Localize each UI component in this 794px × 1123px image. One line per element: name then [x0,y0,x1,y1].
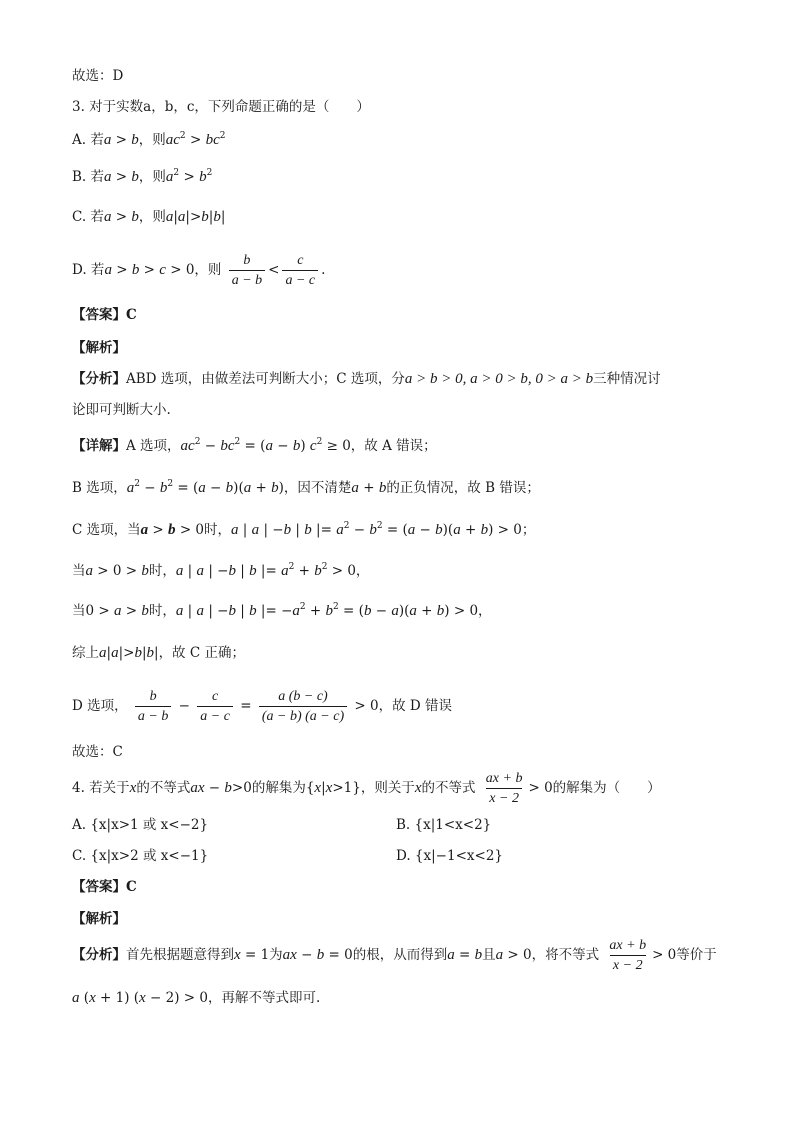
q3-option-b: B. 若a > b，则$a^2 > b^2$ [72,168,213,185]
q3-option-c: C. 若a > b，则a|a|>b|b| [72,209,226,225]
q4-answer: 【答案】C [72,879,137,895]
q4-option-a: A. {x|x>1 或 x<−2} [72,817,209,833]
q4-fenxi-line2: a (x + 1) (x − 2) > 0，再解不等式即可. [72,990,321,1006]
q3-option-d: D. 若a > b > c > 0，则 $\frac{b}{a - b}$ < $\frac{c}{a - c}$ . [72,253,326,288]
previous-answer: 故选：D [72,68,124,84]
q3-detail-a: 【详解】A 选项，$ac^2 - bc^2 = (a - b) c^2 \ge 0$，故 A 错误； [72,437,437,454]
q3-fenxi-line2: 论即可判断大小. [72,402,171,418]
q4-fenxi-line1: 【分析】首先根据题意得到x = 1为ax − b = 0的根，从而得到a = b且a > 0，将不等式 $\frac{ax + b}{x - 2}$ > 0等价于 [72,938,717,973]
q3-option-a: A. 若a > b，则$ac^2 > bc^2$ [72,131,226,148]
q3-final-answer: 故选：C [72,744,123,760]
q4-stem: 4. 若关于x的不等式ax − b>0的解集为{x|x>1}，则关于x的不等式 $\frac{ax + b}{x - 2}$ > 0的解集为（ ） [72,771,661,806]
q4-option-c: C. {x|x>2 或 x<−1} [72,848,209,864]
q3-detail-d: D 选项， $\frac{b}{a - b}$ − $\frac{c}{a - c}$ = $\frac{a (b - c)}{(a - b) (a - c)}$ > 0，故 D 错误 [72,689,453,724]
q3-detail-c-case3: 当0 > a > b时，a | a | −b | b |= $-a^2 + b^2 = (b - a)(a + b) > 0$， [72,602,492,619]
q4-option-d: D. {x|−1<x<2} [396,848,503,864]
q3-analysis-heading: 【解析】 [72,340,126,356]
q3-detail-b: B 选项，$a^2 - b^2 = (a - b)(a + b)$，因不清楚a + b的正负情况，故 B 错误； [72,479,540,496]
q3-detail-c-case2: 当a > 0 > b时，a | a | −b | b |= $a^2 + b^2 > 0$， [72,562,370,579]
q3-stem: 3. 对于实数a，b，c，下列命题正确的是（ ） [72,99,370,115]
q3-answer: 【答案】C [72,307,137,323]
q3-fenxi-line1: 【分析】ABD 选项，由做差法可判断大小；C 选项，分a > b > 0, a > 0 > b, 0 > a > b三种情况讨 [72,371,661,387]
q3-detail-c-case1: C 选项，当a > b > 0时，a | a | −b | b |= $a^2 - b^2 = (a - b)(a + b) > 0$； [72,521,536,538]
q4-analysis-heading: 【解析】 [72,911,126,927]
q3-summary: 综上a|a|>b|b|，故 C 正确； [72,645,245,661]
q4-option-b: B. {x|1<x<2} [396,817,492,833]
